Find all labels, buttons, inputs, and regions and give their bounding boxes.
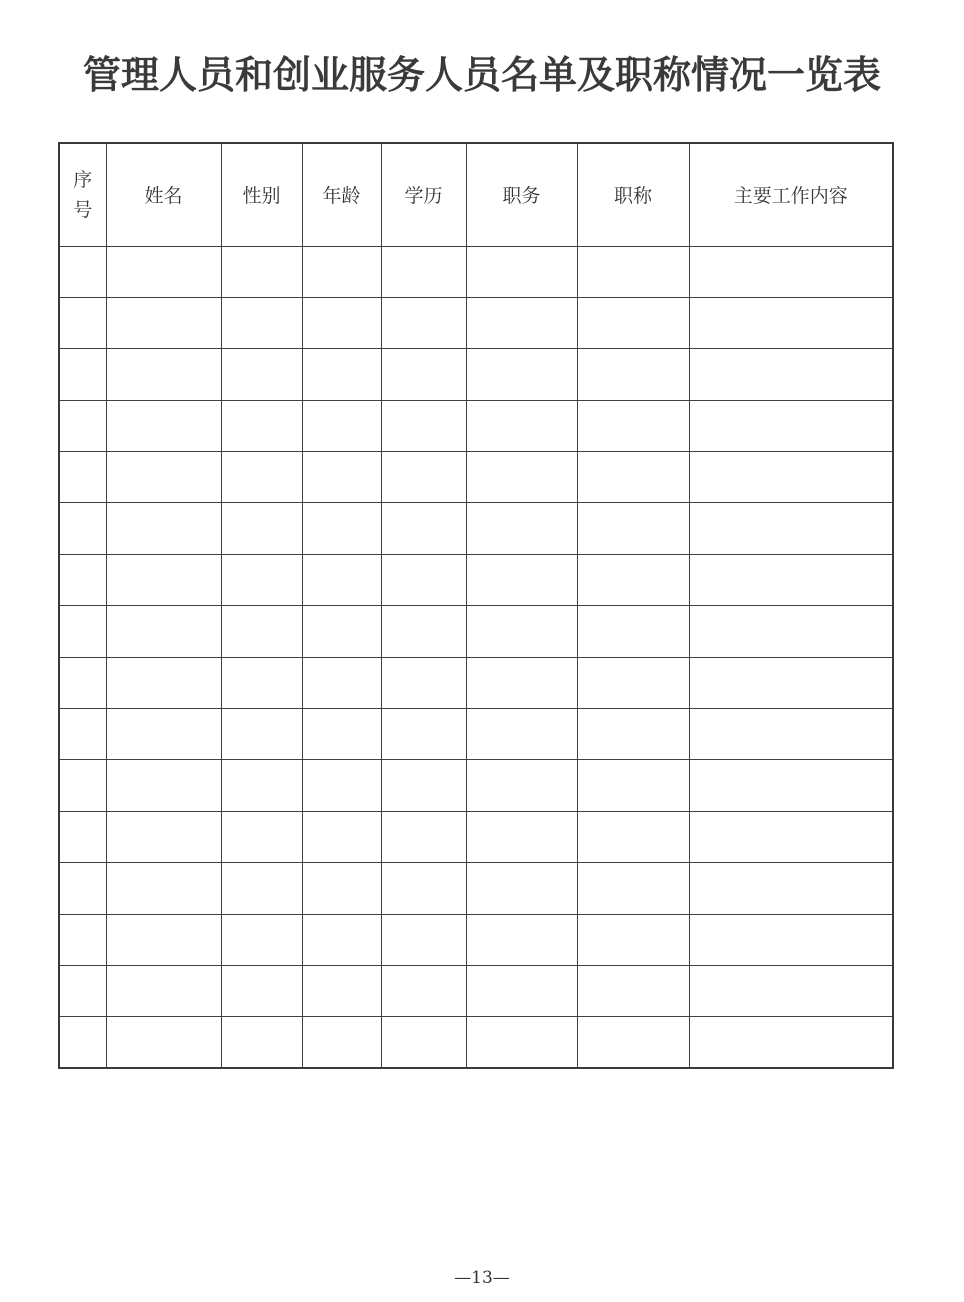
table-cell — [689, 297, 893, 348]
table-cell — [577, 246, 689, 297]
table-cell — [59, 811, 106, 862]
table-cell — [106, 554, 221, 605]
table-cell — [689, 246, 893, 297]
table-cell — [302, 965, 381, 1016]
table-cell — [59, 349, 106, 400]
table-cell — [106, 349, 221, 400]
header-seq-line2: 号 — [73, 198, 93, 221]
table-cell — [381, 965, 466, 1016]
table-row — [59, 554, 893, 605]
page-number: —13— — [454, 1268, 510, 1288]
table-cell — [302, 503, 381, 554]
header-education: 学历 — [381, 143, 466, 246]
table-cell — [381, 811, 466, 862]
table-row — [59, 349, 893, 400]
table-cell — [577, 863, 689, 914]
table-cell — [302, 811, 381, 862]
table-cell — [59, 554, 106, 605]
table-cell — [577, 1017, 689, 1068]
table-cell — [59, 606, 106, 657]
table-cell — [577, 760, 689, 811]
table-cell — [689, 554, 893, 605]
table-cell — [577, 606, 689, 657]
table-cell — [59, 709, 106, 760]
table-cell — [302, 1017, 381, 1068]
table-cell — [302, 400, 381, 451]
table-cell — [689, 503, 893, 554]
table-cell — [59, 503, 106, 554]
table-cell — [381, 709, 466, 760]
table-cell — [59, 965, 106, 1016]
table-row — [59, 914, 893, 965]
table-cell — [59, 297, 106, 348]
table-cell — [381, 657, 466, 708]
table-cell — [577, 709, 689, 760]
table-cell — [106, 246, 221, 297]
table-cell — [466, 503, 577, 554]
table-row — [59, 657, 893, 708]
header-name: 姓名 — [106, 143, 221, 246]
table-cell — [466, 246, 577, 297]
table-cell — [577, 965, 689, 1016]
header-gender: 性别 — [221, 143, 302, 246]
table-row — [59, 811, 893, 862]
table-cell — [381, 554, 466, 605]
table-cell — [466, 657, 577, 708]
table-cell — [577, 811, 689, 862]
table-cell — [466, 349, 577, 400]
table-cell — [689, 863, 893, 914]
table-cell — [577, 503, 689, 554]
table-cell — [302, 349, 381, 400]
table-cell — [689, 709, 893, 760]
table-cell — [221, 554, 302, 605]
table-cell — [106, 709, 221, 760]
table-cell — [577, 297, 689, 348]
table-cell — [221, 246, 302, 297]
table-cell — [59, 1017, 106, 1068]
header-age: 年龄 — [302, 143, 381, 246]
table-cell — [221, 297, 302, 348]
table-cell — [466, 709, 577, 760]
table-cell — [466, 400, 577, 451]
table-cell — [221, 452, 302, 503]
table-cell — [221, 400, 302, 451]
table-cell — [381, 297, 466, 348]
table-cell — [577, 914, 689, 965]
table-row — [59, 965, 893, 1016]
table-cell — [466, 297, 577, 348]
table-cell — [59, 452, 106, 503]
header-position: 职务 — [466, 143, 577, 246]
table-cell — [106, 503, 221, 554]
table-cell — [59, 246, 106, 297]
table-cell — [302, 863, 381, 914]
table-row — [59, 400, 893, 451]
header-seq — [59, 143, 106, 246]
table-cell — [106, 811, 221, 862]
table-row — [59, 1017, 893, 1068]
table-cell — [221, 606, 302, 657]
staff-roster-table — [58, 142, 894, 1069]
table-cell — [577, 452, 689, 503]
table-cell — [106, 452, 221, 503]
table-cell — [302, 760, 381, 811]
table-cell — [221, 863, 302, 914]
table-row — [59, 503, 893, 554]
table-row — [59, 863, 893, 914]
table-header-row — [59, 143, 893, 246]
table-row — [59, 760, 893, 811]
table-cell — [106, 657, 221, 708]
table-cell — [106, 965, 221, 1016]
table-row — [59, 606, 893, 657]
table-row — [59, 709, 893, 760]
table-cell — [221, 503, 302, 554]
table-cell — [59, 400, 106, 451]
table-cell — [221, 811, 302, 862]
table-cell — [577, 349, 689, 400]
table-cell — [381, 863, 466, 914]
table-cell — [466, 760, 577, 811]
table-cell — [302, 709, 381, 760]
table-cell — [381, 1017, 466, 1068]
table-cell — [302, 297, 381, 348]
table-cell — [466, 554, 577, 605]
table-cell — [106, 297, 221, 348]
table-cell — [689, 606, 893, 657]
table-cell — [466, 811, 577, 862]
table-cell — [221, 914, 302, 965]
table-cell — [466, 606, 577, 657]
table-cell — [381, 246, 466, 297]
table-cell — [689, 452, 893, 503]
table-cell — [466, 452, 577, 503]
header-professional-title: 职称 — [577, 143, 689, 246]
table-cell — [221, 1017, 302, 1068]
table-cell — [381, 400, 466, 451]
table-cell — [59, 863, 106, 914]
table-cell — [106, 400, 221, 451]
table-cell — [221, 709, 302, 760]
table-cell — [221, 760, 302, 811]
table-cell — [59, 657, 106, 708]
table-cell — [381, 349, 466, 400]
table-cell — [302, 606, 381, 657]
table-cell — [466, 914, 577, 965]
table-cell — [302, 452, 381, 503]
table-cell — [221, 349, 302, 400]
table-cell — [381, 503, 466, 554]
table-cell — [689, 914, 893, 965]
table-cell — [106, 914, 221, 965]
table-row — [59, 452, 893, 503]
header-main-work: 主要工作内容 — [689, 143, 893, 246]
table-cell — [302, 657, 381, 708]
table-cell — [466, 863, 577, 914]
table-cell — [577, 400, 689, 451]
table-cell — [381, 606, 466, 657]
table-cell — [466, 965, 577, 1016]
table-cell — [106, 863, 221, 914]
table-cell — [689, 760, 893, 811]
table-cell — [302, 914, 381, 965]
table-cell — [577, 657, 689, 708]
table-cell — [59, 760, 106, 811]
header-seq-line1: 序 — [73, 168, 93, 191]
table-cell — [106, 760, 221, 811]
table-row — [59, 297, 893, 348]
table-cell — [381, 914, 466, 965]
table-cell — [689, 657, 893, 708]
table-row — [59, 246, 893, 297]
table-cell — [689, 1017, 893, 1068]
table-cell — [59, 914, 106, 965]
table-cell — [302, 554, 381, 605]
table-cell — [106, 606, 221, 657]
table-cell — [689, 349, 893, 400]
table-cell — [466, 1017, 577, 1068]
table-cell — [381, 452, 466, 503]
table-cell — [689, 811, 893, 862]
table-cell — [689, 965, 893, 1016]
table-cell — [302, 246, 381, 297]
table-cell — [106, 1017, 221, 1068]
table-cell — [221, 657, 302, 708]
table-cell — [689, 400, 893, 451]
page-title: 管理人员和创业服务人员名单及职称情况一览表 — [82, 52, 881, 97]
table-cell — [381, 760, 466, 811]
table-cell — [221, 965, 302, 1016]
table-cell — [577, 554, 689, 605]
table-body — [59, 246, 893, 1068]
